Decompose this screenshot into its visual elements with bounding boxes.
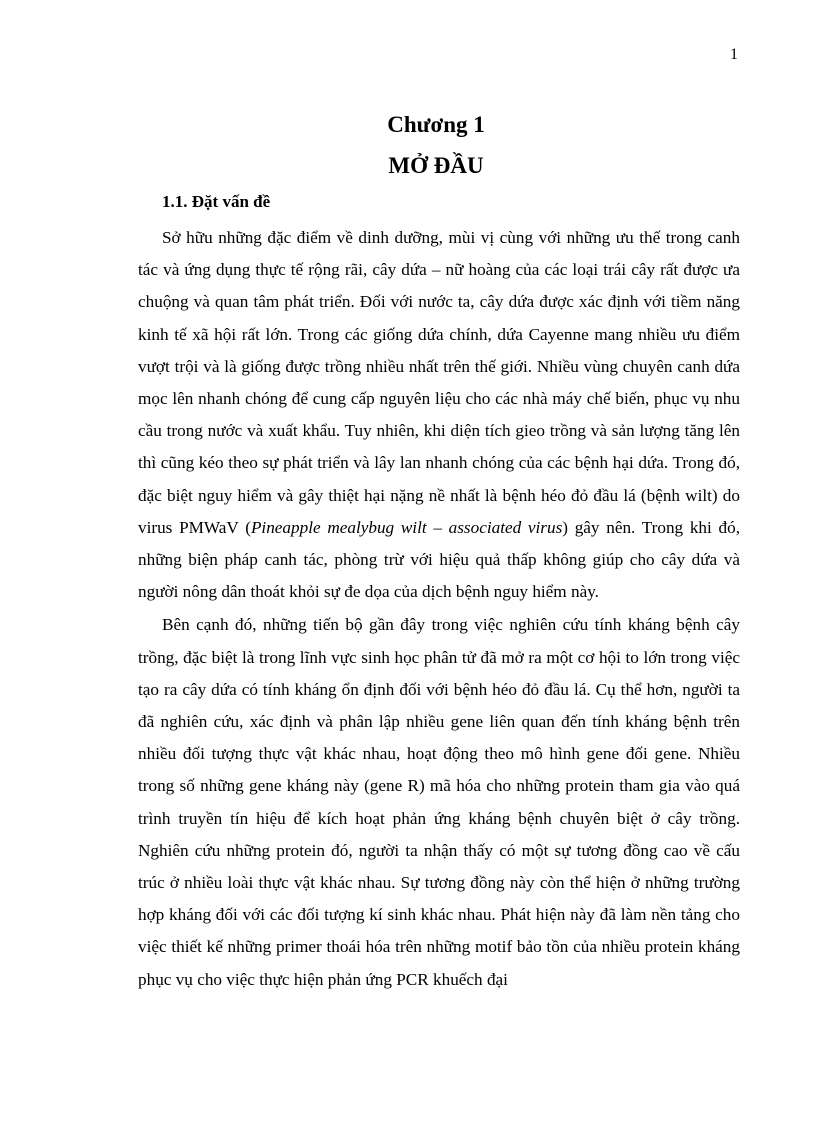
chapter-title: Chương 1 [387, 112, 485, 137]
paragraph-1 [138, 222, 740, 608]
paragraph-1-text-b: ) gây nên. Trong khi đó, những biện pháp canh tác, phòng trừ với hiệu quả thấp không giúp cho cây dứa và người nông dân thoát khỏi sự đe dọa của dịch bệnh nguy hiểm này. [138, 517, 740, 602]
paragraph-1-text-a: Sở hữu những đặc điểm về dinh dưỡng, mùi vị cùng với những ưu thế trong canh tác và ứng dụng thực tế rộng rãi, cây dứa – nữ hoàng của các loại trái cây rất được ưa chuộng và quan tâm phát triển. Đối với nước ta, cây dứa được xác định với tiềm năng kinh tế xã hội rất lớn. Trong các giống dứa chính, dứa Cayenne mang nhiều ưu điểm vượt trội và là giống được trồng nhiều nhất trên thế giới. Nhiều vùng chuyên canh dứa mọc lên nhanh chóng để cung cấp nguyên liệu cho các nhà máy chế biến, phục vụ nhu cầu trong nước và xuất khẩu. Tuy nhiên, khi diện tích gieo trồng và sản lượng tăng lên thì cũng kéo theo sự phát triển và lây lan nhanh chóng của các bệnh hại dứa. Trong đó, đặc biệt nguy hiểm và gây thiệt hại nặng nề nhất là bệnh héo đỏ đầu lá (bệnh wilt) do virus PMWaV ( [138, 228, 740, 537]
virus-name-italic: Pineapple mealybug wilt – associated virus [250, 517, 563, 537]
body-text [138, 222, 740, 996]
paragraph-2: Bên cạnh đó, những tiến bộ gần đây trong việc nghiên cứu tính kháng bệnh cây trồng, đặc biệt là trong lĩnh vực sinh học phân tử đã mở ra một cơ hội to lớn trong việc tạo ra cây dứa có tính kháng ổn định đối với bệnh héo đỏ đầu lá. Cụ thể hơn, người ta đã nghiên cứu, xác định và phân lập nhiều gene liên quan đến tính kháng bệnh trên nhiều đối tượng thực vật khác nhau, hoạt động theo mô hình gene đối gene. Nhiều trong số những gene kháng này (gene R) mã hóa cho những protein tham gia vào quá trình truyền tín hiệu để kích hoạt phản ứng kháng bệnh chuyên biệt ở cây trồng. Nghiên cứu những protein đó, người ta nhận thấy có một sự tương đồng cao về cấu trúc ở nhiều loài thực vật khác nhau. Sự tương đồng này còn thể hiện ở những trường hợp kháng đối với các đối tượng kí sinh khác nhau. Phát hiện này đã làm nền tảng cho việc thiết kế những primer thoái hóa trên những motif bảo tồn của nhiều protein kháng phục vụ cho việc thực hiện phản ứng PCR khuếch đại [138, 615, 740, 989]
section-heading: 1.1. Đặt vấn đề [162, 192, 271, 211]
chapter-subtitle: MỞ ĐẦU [388, 153, 484, 178]
page-number: 1 [730, 46, 738, 63]
